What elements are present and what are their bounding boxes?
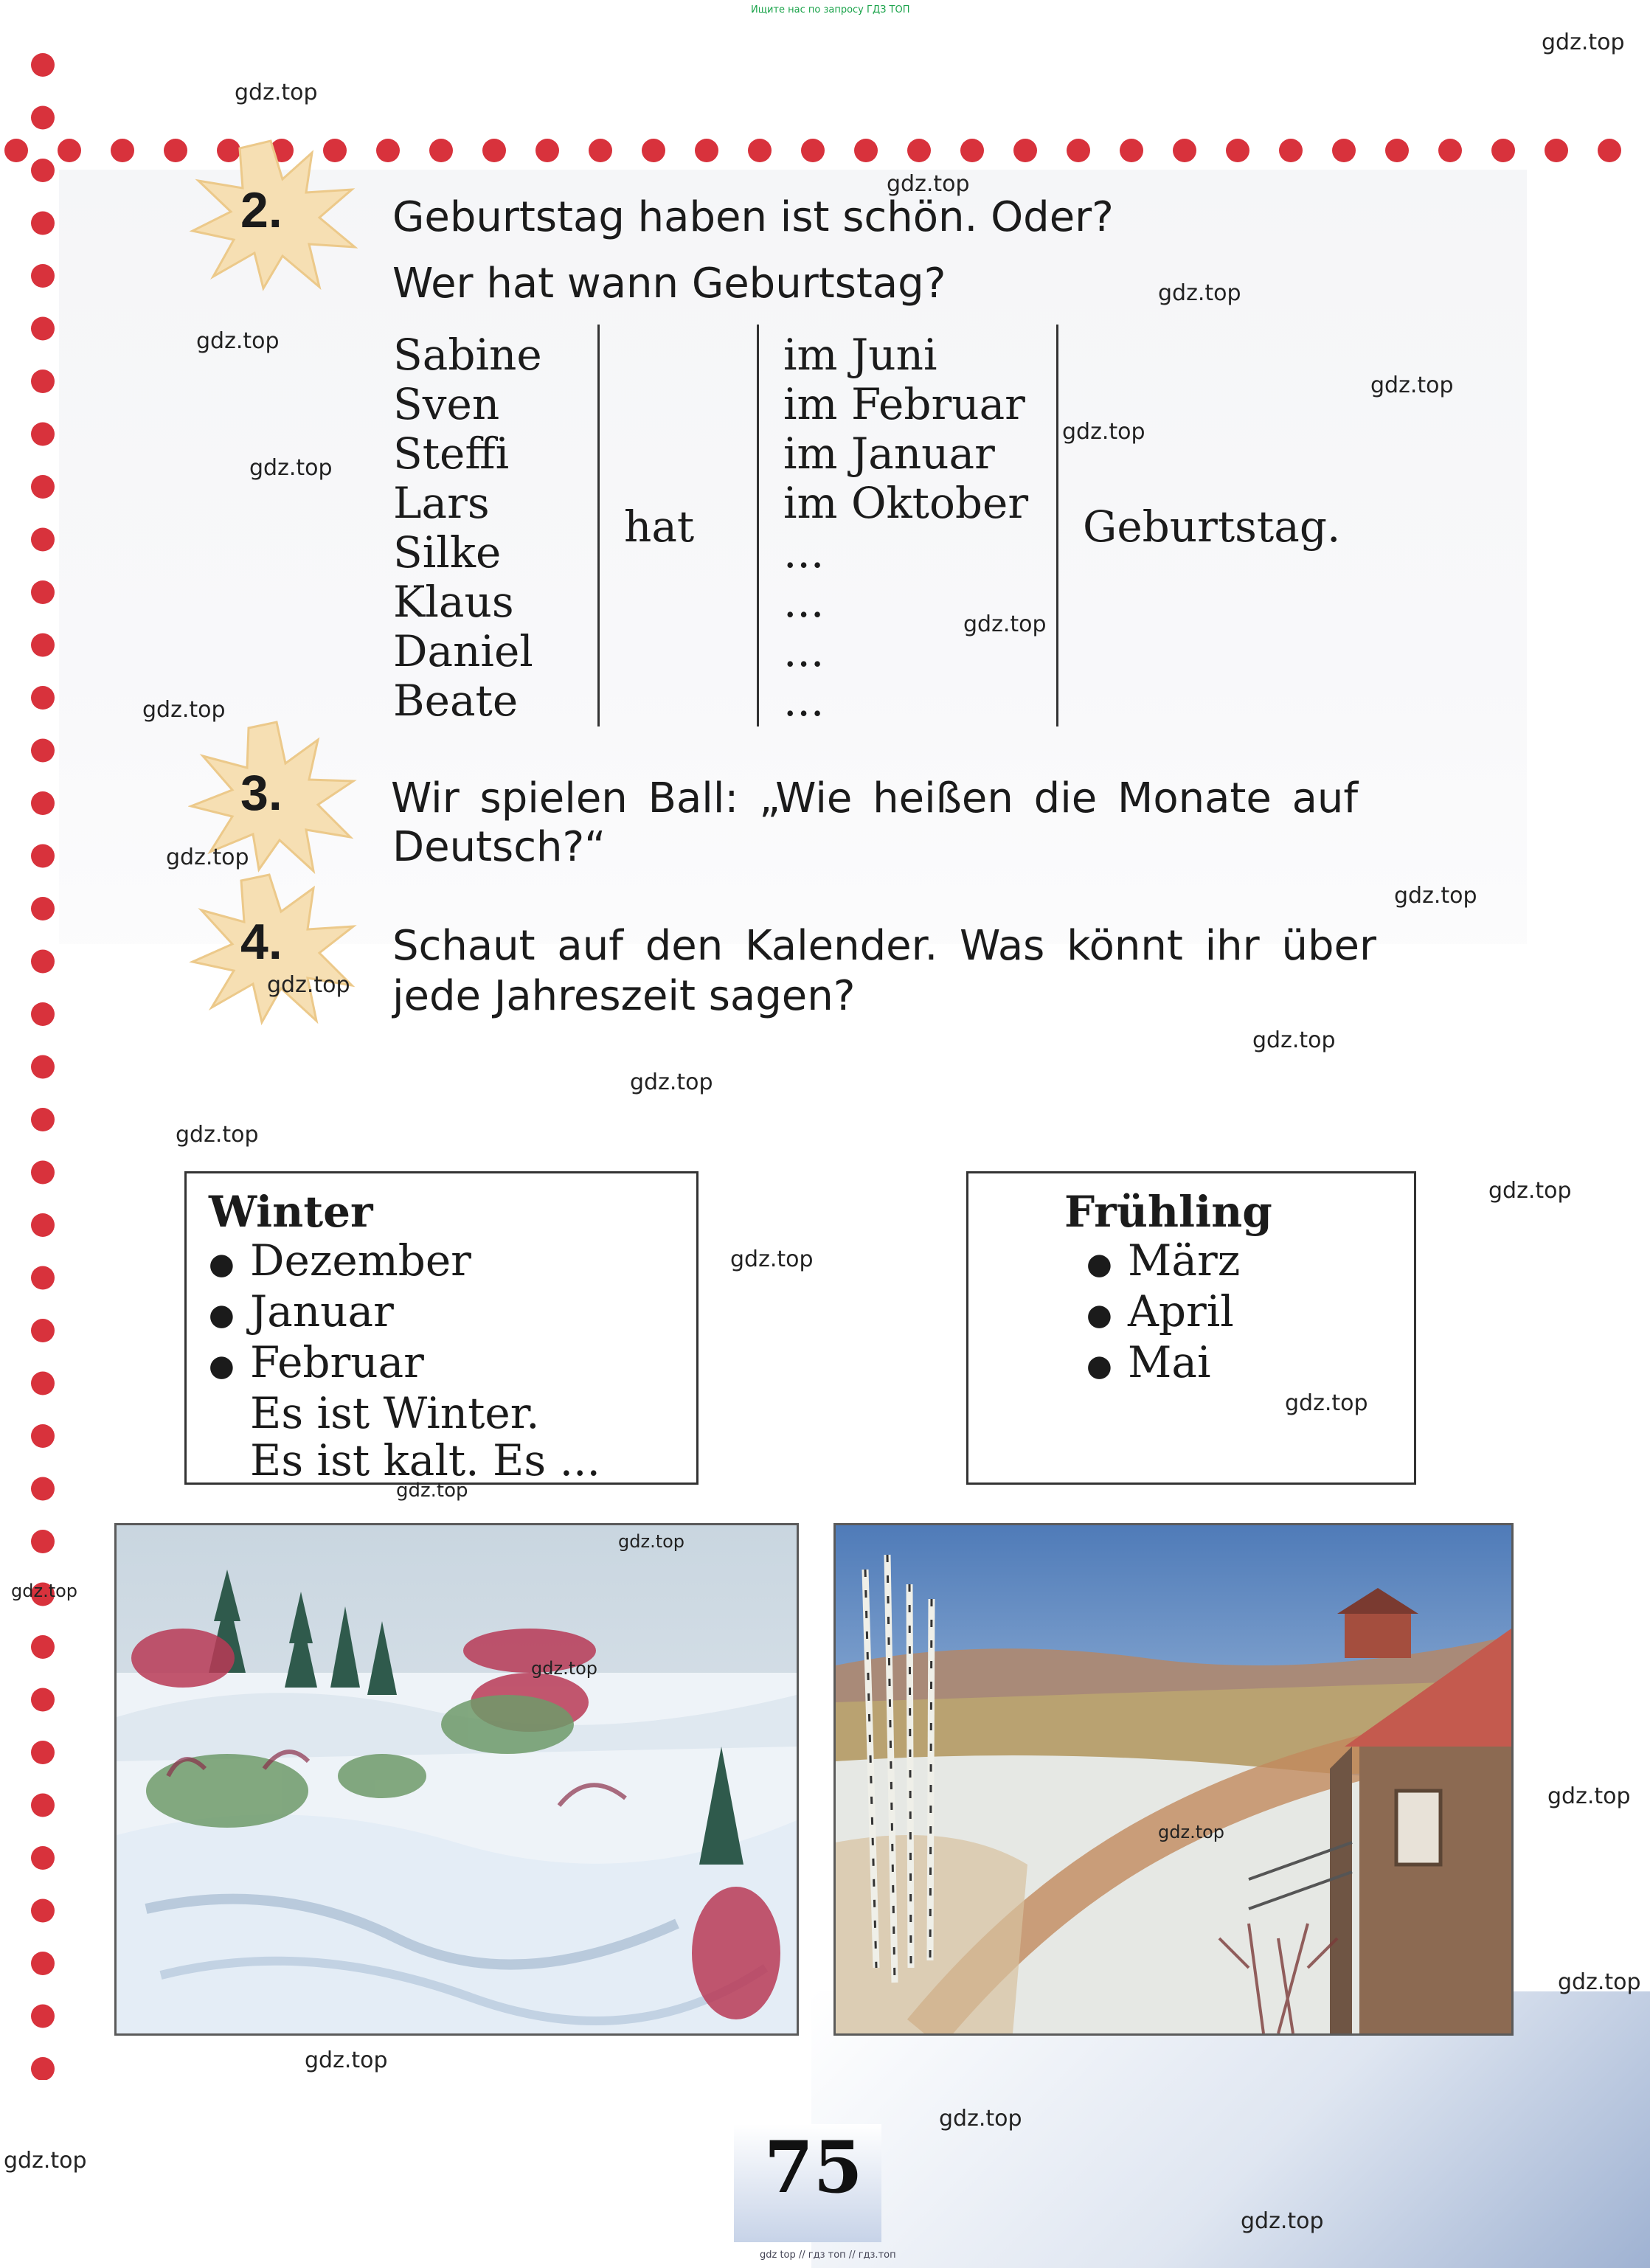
exercise-3-number: 3. <box>240 765 282 821</box>
spring-landscape-painting <box>833 1523 1514 2036</box>
border-dot <box>31 1688 55 1712</box>
border-dot <box>1120 139 1143 162</box>
bullet-icon: ● <box>209 1246 235 1281</box>
border-dot <box>854 139 878 162</box>
border-dot <box>31 634 55 657</box>
border-dot <box>31 1952 55 1975</box>
border-dot <box>1491 139 1515 162</box>
border-dot <box>31 475 55 499</box>
months-column <box>783 330 1028 726</box>
border-dot <box>31 739 55 763</box>
name-item: Beate <box>393 676 519 726</box>
watermark: gdz.top <box>1062 419 1145 445</box>
name-item: Steffi <box>393 429 510 479</box>
border-dot <box>376 139 400 162</box>
border-dot <box>31 1899 55 1923</box>
name-item: Klaus <box>393 577 514 627</box>
column-divider <box>757 325 759 726</box>
border-dot <box>31 1002 55 1026</box>
watermark: gdz.top <box>939 2106 1022 2132</box>
watermark: gdz.top <box>235 80 318 105</box>
month-item: im Oktober <box>783 478 1029 528</box>
spring-months-list <box>1086 1237 1414 1390</box>
exercise-4-line2: jede Jahreszeit sagen? <box>392 972 856 1020</box>
border-dot <box>1438 139 1462 162</box>
border-dot <box>4 139 28 162</box>
bullet-icon: ● <box>209 1297 235 1332</box>
word-geburtstag: Geburtstag. <box>1083 502 1341 552</box>
watermark: gdz.top <box>196 328 280 354</box>
border-dot <box>31 1477 55 1501</box>
border-dot <box>111 139 134 162</box>
border-dot <box>1385 139 1409 162</box>
border-dot <box>31 2005 55 2028</box>
top-search-hint: Ищите нас по запросу ГДЗ ТОП <box>751 4 910 15</box>
border-dot <box>589 139 612 162</box>
winter-title: Winter <box>209 1187 373 1237</box>
border-dot <box>31 53 55 77</box>
border-dot <box>1332 139 1356 162</box>
border-dot <box>31 317 55 341</box>
spring-box <box>966 1171 1416 1485</box>
border-dot <box>1226 139 1249 162</box>
name-item: Daniel <box>393 626 533 676</box>
column-divider <box>597 325 600 726</box>
border-dot <box>1067 139 1090 162</box>
border-dot <box>748 139 772 162</box>
border-dot <box>31 1846 55 1870</box>
winter-months-list <box>209 1237 696 1390</box>
list-item: ● Dezember <box>209 1237 696 1288</box>
winter-sentence-2: Es ist kalt. Es ... <box>250 1435 600 1485</box>
bottom-search-hint: gdz top // гдз топ // гдз.топ <box>760 2250 896 2261</box>
border-dot <box>907 139 931 162</box>
exercise-4-number: 4. <box>240 914 282 970</box>
watermark: gdz.top <box>166 845 249 870</box>
border-dot <box>31 845 55 868</box>
watermark: gdz.top <box>1488 1178 1572 1204</box>
border-dot <box>1545 139 1568 162</box>
watermark: gdz.top <box>1252 1027 1336 1053</box>
watermark: gdz.top <box>249 455 333 481</box>
border-dot <box>31 1266 55 1290</box>
border-dot <box>31 791 55 815</box>
border-dot <box>31 528 55 552</box>
watermark: gdz.top <box>618 1531 685 1552</box>
border-dot <box>801 139 825 162</box>
list-item: ● Mai <box>1086 1339 1414 1390</box>
month-item: ... <box>783 676 825 726</box>
border-dot <box>1279 139 1303 162</box>
watermark: gdz.top <box>11 1581 78 1601</box>
month-item: im Februar <box>783 379 1025 429</box>
exercise-2-line2: Wer hat wann Geburtstag? <box>392 260 946 308</box>
name-item: Sabine <box>393 330 542 380</box>
border-dot <box>31 1055 55 1079</box>
border-dot <box>31 950 55 974</box>
month-item: ... <box>783 626 825 676</box>
border-dot <box>31 1372 55 1395</box>
border-dot <box>31 212 55 235</box>
border-dot <box>31 106 55 130</box>
border-dot <box>31 1108 55 1131</box>
border-dot <box>535 139 559 162</box>
list-item: ● Januar <box>209 1288 696 1339</box>
list-item: ● März <box>1086 1237 1414 1288</box>
border-dot <box>429 139 453 162</box>
border-dot <box>642 139 665 162</box>
watermark: gdz.top <box>531 1658 598 1679</box>
bullet-icon: ● <box>209 1348 235 1383</box>
list-item: ● Februar <box>209 1339 696 1390</box>
border-dot <box>31 1794 55 1817</box>
border-dot <box>31 1424 55 1448</box>
exercise-4-line1: Schaut auf den Kalender. Was könnt ihr über <box>392 922 1376 970</box>
exercise-2-number: 2. <box>240 182 282 238</box>
winter-box <box>184 1171 699 1485</box>
exercise-3-line2: Deutsch?“ <box>392 823 606 871</box>
border-dot <box>1173 139 1196 162</box>
watermark: gdz.top <box>1394 883 1477 909</box>
watermark: gdz.top <box>730 1246 814 1272</box>
winter-sentence-1: Es ist Winter. <box>250 1387 540 1438</box>
border-dot <box>164 139 187 162</box>
exercise-3-line1: Wir spielen Ball: „Wie heißen die Monate auf <box>391 774 1359 822</box>
border-dot <box>482 139 506 162</box>
watermark: gdz.top <box>1241 2208 1324 2234</box>
border-dot <box>31 370 55 393</box>
bullet-icon: ● <box>1086 1297 1112 1332</box>
watermark: gdz.top <box>1547 1783 1631 1809</box>
watermark: gdz.top <box>1285 1390 1368 1416</box>
watermark: gdz.top <box>305 2047 388 2073</box>
watermark: gdz.top <box>1370 372 1454 398</box>
bullet-icon: ● <box>1086 1246 1112 1281</box>
column-divider <box>1056 325 1058 726</box>
verb-hat: hat <box>624 502 695 552</box>
border-dot <box>31 159 55 182</box>
watermark: gdz.top <box>1558 1969 1641 1995</box>
border-dot <box>31 1635 55 1659</box>
winter-landscape-painting <box>114 1523 799 2036</box>
border-dot <box>31 897 55 920</box>
month-item: im Juni <box>783 330 937 380</box>
border-dot <box>31 686 55 710</box>
spring-title: Frühling <box>1064 1187 1272 1237</box>
border-dot <box>31 2057 55 2080</box>
border-dot <box>695 139 718 162</box>
watermark: gdz.top <box>396 1480 468 1502</box>
exercise-2-line1: Geburtstag haben ist schön. Oder? <box>392 193 1114 241</box>
border-dot <box>31 1319 55 1342</box>
names-column <box>393 330 542 726</box>
border-dot <box>960 139 984 162</box>
name-item: Lars <box>393 478 490 528</box>
vertical-dot-border <box>27 44 59 2080</box>
border-dot <box>58 139 81 162</box>
watermark: gdz.top <box>630 1069 713 1095</box>
border-dot <box>31 1530 55 1553</box>
border-dot <box>31 423 55 446</box>
border-dot <box>31 1741 55 1764</box>
border-dot <box>1013 139 1037 162</box>
watermark: gdz.top <box>1158 1822 1225 1842</box>
watermark: gdz.top <box>142 697 226 723</box>
border-dot <box>31 264 55 288</box>
watermark: gdz.top <box>267 972 350 998</box>
watermark: gdz.top <box>1542 30 1625 55</box>
watermark: gdz.top <box>4 2148 87 2174</box>
month-item: ... <box>783 527 825 578</box>
month-item: ... <box>783 577 825 627</box>
watermark: gdz.top <box>963 611 1047 637</box>
month-item: im Januar <box>783 429 995 479</box>
border-dot <box>1598 139 1621 162</box>
watermark: gdz.top <box>887 171 970 197</box>
watermark: gdz.top <box>176 1122 259 1148</box>
name-item: Sven <box>393 379 500 429</box>
bullet-icon: ● <box>1086 1348 1112 1383</box>
list-item: ● April <box>1086 1288 1414 1339</box>
border-dot <box>31 1213 55 1237</box>
name-item: Silke <box>393 527 502 578</box>
page-number: 75 <box>764 2126 863 2209</box>
watermark: gdz.top <box>1158 280 1241 306</box>
border-dot <box>31 1161 55 1185</box>
border-dot <box>31 580 55 604</box>
